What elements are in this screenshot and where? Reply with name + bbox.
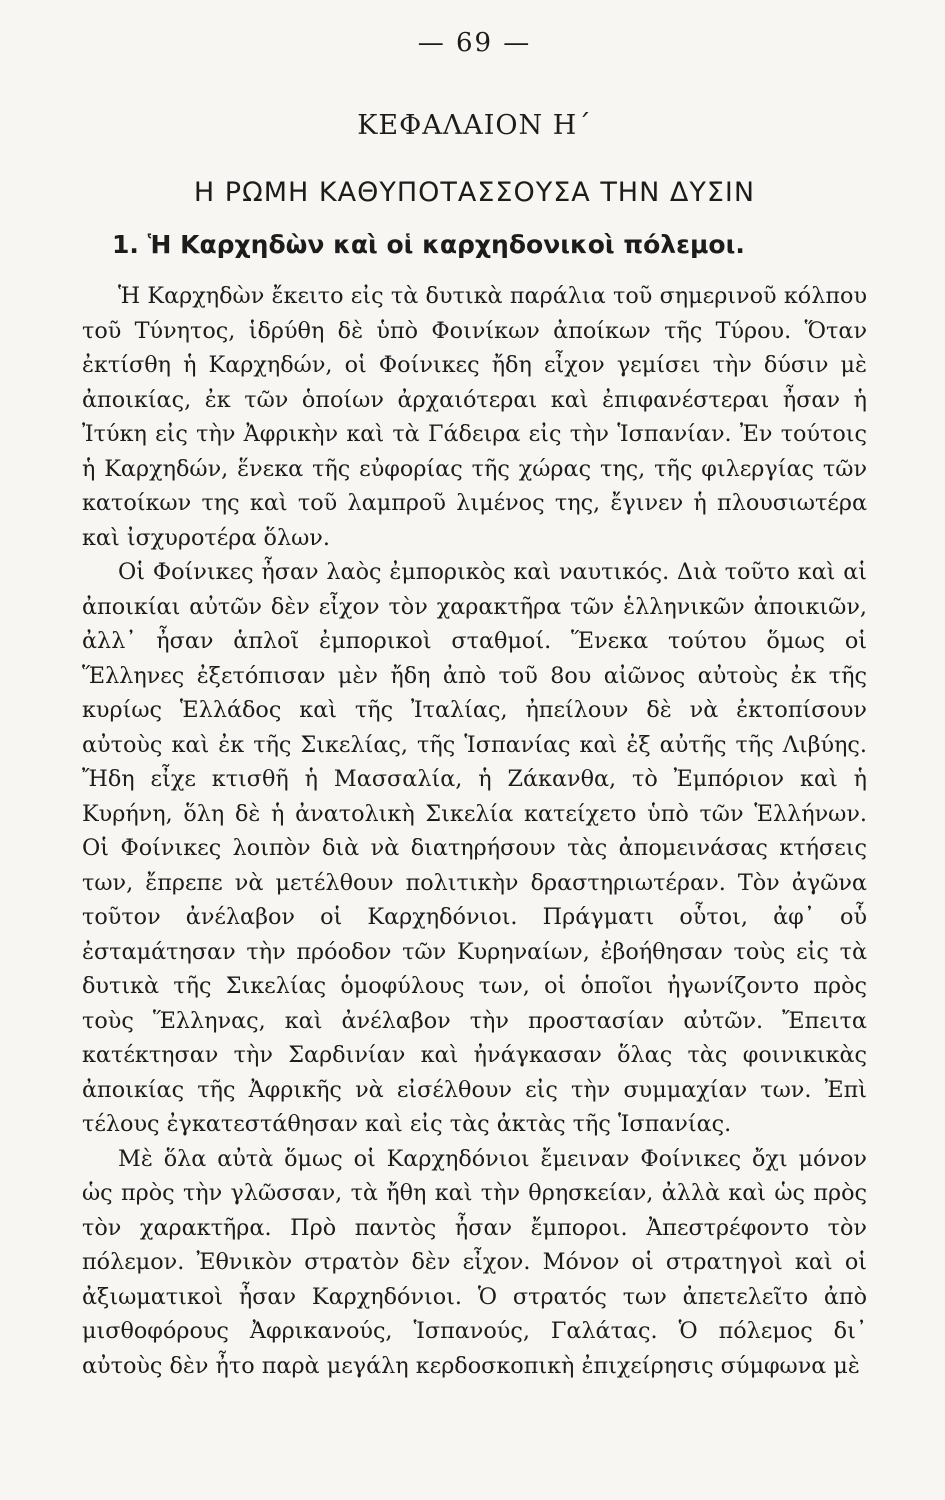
chapter-label: ΚΕΦΑΛΑΙΟΝ Η΄ (357, 110, 592, 141)
paragraph-1: Ἡ Καρχηδὼν ἔκειτο εἰς τὰ δυτικὰ παράλια τοῦ σημερινοῦ κόλπου τοῦ Τύνητος, ἱδρύθη δὲ ὑπὸ Φοινίκων ἀποίκων τῆς Τύρου. Ὅταν ἐκτίσθη ἡ Καρχηδών, οἱ Φοίνικες ἤδη εἶχον γεμίσει τὴν δύσιν μὲ ἀποικίας, ἐκ τῶν ὁποίων ἀρχαιότεραι καὶ ἐπιφανέστεραι ἦσαν ἡ Ἰτύκη εἰς τὴν Ἀφρικὴν καὶ τὰ Γάδειρα εἰς τὴν Ἱσπανίαν. Ἐν τούτοις ἡ Καρχηδών, ἕνεκα τῆς εὐφορίας τῆς χώρας της, τῆς φιλεργίας τῶν κατοίκων της καὶ τοῦ λαμπροῦ λιμένος της, ἔγινεν ἡ πλουσιωτέρα καὶ ἰσχυροτέρα ὅλων. (82, 283, 867, 551)
page-number: — 69 — (417, 28, 532, 58)
chapter-title: Η ΡΩΜΗ ΚΑΘΥΠΟΤΑΣΣΟΥΣΑ ΤΗΝ ΔΥΣΙΝ (193, 177, 756, 208)
body-text (82, 279, 867, 1383)
section-heading: 1. Ἡ Καρχηδὼν καὶ οἱ καρχηδονικοὶ πόλεμοι. (112, 230, 745, 259)
paragraph-2: Οἱ Φοίνικες ἦσαν λαὸς ἐμπορικὸς καὶ ναυτικός. Διὰ τοῦτο καὶ αἱ ἀποικίαι αὐτῶν δὲν εἶχον τὸν χαρακτῆρα τῶν ἑλληνικῶν ἀποικιῶν, ἀλλ᾽ ἦσαν ἁπλοῖ ἐμπορικοὶ σταθμοί. Ἕνεκα τούτου ὅμως οἱ Ἕλληνες ἐξετόπισαν μὲν ἤδη ἀπὸ τοῦ 8ου αἰῶνος αὐτοὺς ἐκ τῆς κυρίως Ἑλλάδος καὶ τῆς Ἰταλίας, ἠπείλουν δὲ νὰ ἐκτοπίσουν αὐτοὺς καὶ ἐκ τῆς Σικελίας, τῆς Ἱσπανίας καὶ ἐξ αὐτῆς τῆς Λιβύης. Ἤδη εἶχε κτισθῆ ἡ Μασσαλία, ἡ Ζάκανθα, τὸ Ἐμπόριον καὶ ἡ Κυρήνη, ὅλη δὲ ἡ ἀνατολικὴ Σικελία κατείχετο ὑπὸ τῶν Ἑλλήνων. Οἱ Φοίνικες λοιπὸν διὰ νὰ διατηρήσουν τὰς ἀπομεινάσας κτήσεις των, ἔπρεπε νὰ μετέλθουν πολιτικὴν δραστηριωτέραν. Τὸν ἀγῶνα τοῦτον ἀνέλαβον οἱ Καρχηδόνιοι. Πράγματι οὗτοι, ἀφ᾽ οὗ ἐσταμάτησαν τὴν πρόοδον τῶν Κυρηναίων, ἐβοήθησαν τοὺς εἰς τὰ δυτικὰ τῆς Σικελίας ὁμοφύλους των, οἱ ὁποῖοι ἠγωνίζοντο πρὸς τοὺς Ἕλληνας, καὶ ἀνέλαβον τὴν προστασίαν αὐτῶν. Ἔπειτα κατέκτησαν τὴν Σαρδινίαν καὶ ἠνάγκασαν ὅλας τὰς φοινικικὰς ἀποικίας τῆς Ἀφρικῆς νὰ εἰσέλθουν εἰς τὴν συμμαχίαν των. Ἐπὶ τέλους ἐγκατεστάθησαν καὶ εἰς τὰς ἀκτὰς τῆς Ἱσπανίας. (82, 559, 867, 1137)
paragraph-3: Μὲ ὅλα αὐτὰ ὅμως οἱ Καρχηδόνιοι ἔμειναν Φοίνικες ὄχι μόνον ὡς πρὸς τὴν γλῶσσαν, τὰ ἤθη καὶ τὴν θρησκείαν, ἀλλὰ καὶ ὡς πρὸς τὸν χαρακτῆρα. Πρὸ παντὸς ἦσαν ἔμποροι. Ἀπεστρέφοντο τὸν πόλεμον. Ἐθνικὸν στρατὸν δὲν εἶχον. Μόνον οἱ στρατηγοὶ καὶ οἱ ἀξιωματικοὶ ἦσαν Καρχηδόνιοι. Ὁ στρατός των ἀπετελεῖτο ἀπὸ μισθοφόρους Ἀφρικανούς, Ἱσπανούς, Γαλάτας. Ὁ πόλεμος δι᾽ αὐτοὺς δὲν ἦτο παρὰ μεγάλη κερδοσκοπικὴ ἐπιχείρησις σύμφωνα μὲ (82, 1145, 867, 1379)
